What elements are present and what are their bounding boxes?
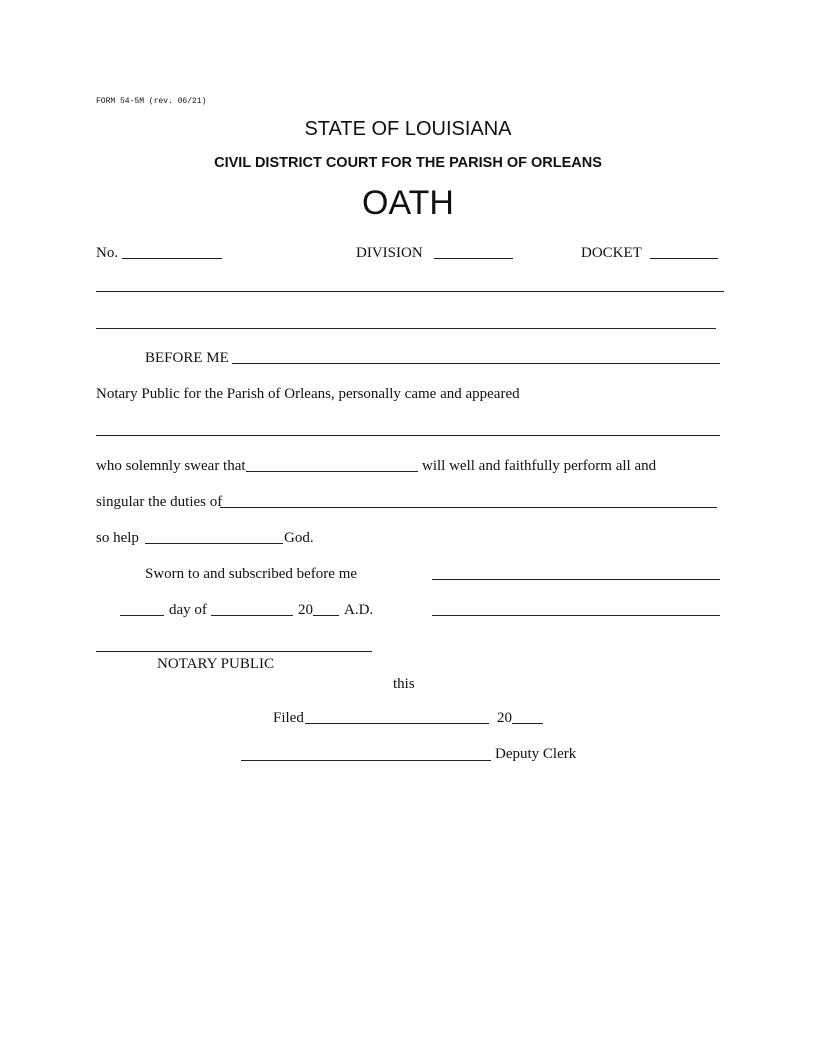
filed-year-prefix: 20 [497,710,512,726]
year-field[interactable] [313,615,339,616]
page-title: OATH [362,184,454,222]
day-of-label: day of [169,602,207,618]
docket-field[interactable] [650,258,718,259]
sworn-label: Sworn to and subscribed before me [145,566,358,582]
swear-prefix: who solemnly swear that [96,458,246,474]
so-help-label: so help [96,530,139,546]
duties-field[interactable] [220,507,717,508]
second-signature-line[interactable] [432,615,720,616]
day-field[interactable] [120,615,164,616]
filed-label: Filed [273,710,304,726]
form-number: FORM 54-5M (rev. 06/21) [96,97,207,106]
ad-label: A.D. [344,602,374,618]
docket-label: DOCKET [581,245,642,261]
month-field[interactable] [211,615,293,616]
caption-line-2[interactable] [96,328,716,329]
division-field[interactable] [434,258,513,259]
appearer-name-field[interactable] [96,435,720,436]
duties-label: singular the duties of [96,494,223,510]
affiant-signature-line[interactable] [432,579,720,580]
filed-year-field[interactable] [512,723,543,724]
notary-statement: Notary Public for the Parish of Orleans, personally came and appeared [96,386,520,402]
no-label: No. [96,245,119,261]
god-label: God. [284,530,314,546]
deputy-clerk-label: Deputy Clerk [495,746,577,762]
this-label: this [393,676,415,692]
case-number-field[interactable] [122,258,222,259]
swear-suffix: will well and faithfully perform all and [422,458,657,474]
filed-date-field[interactable] [305,723,489,724]
state-heading: STATE OF LOUISIANA [304,118,512,140]
notary-name-field[interactable] [232,363,720,364]
notary-public-label: NOTARY PUBLIC [157,656,275,672]
division-label: DIVISION [356,245,423,261]
year-prefix: 20 [298,602,313,618]
deputy-clerk-signature-line[interactable] [241,760,491,761]
before-me-label: BEFORE ME [145,350,229,366]
caption-line-1[interactable] [96,291,724,292]
swear-name-field[interactable] [246,471,418,472]
so-help-field[interactable] [145,543,283,544]
notary-signature-line[interactable] [96,651,372,652]
court-heading: CIVIL DISTRICT COURT FOR THE PARISH OF ORLEANS [214,155,602,171]
